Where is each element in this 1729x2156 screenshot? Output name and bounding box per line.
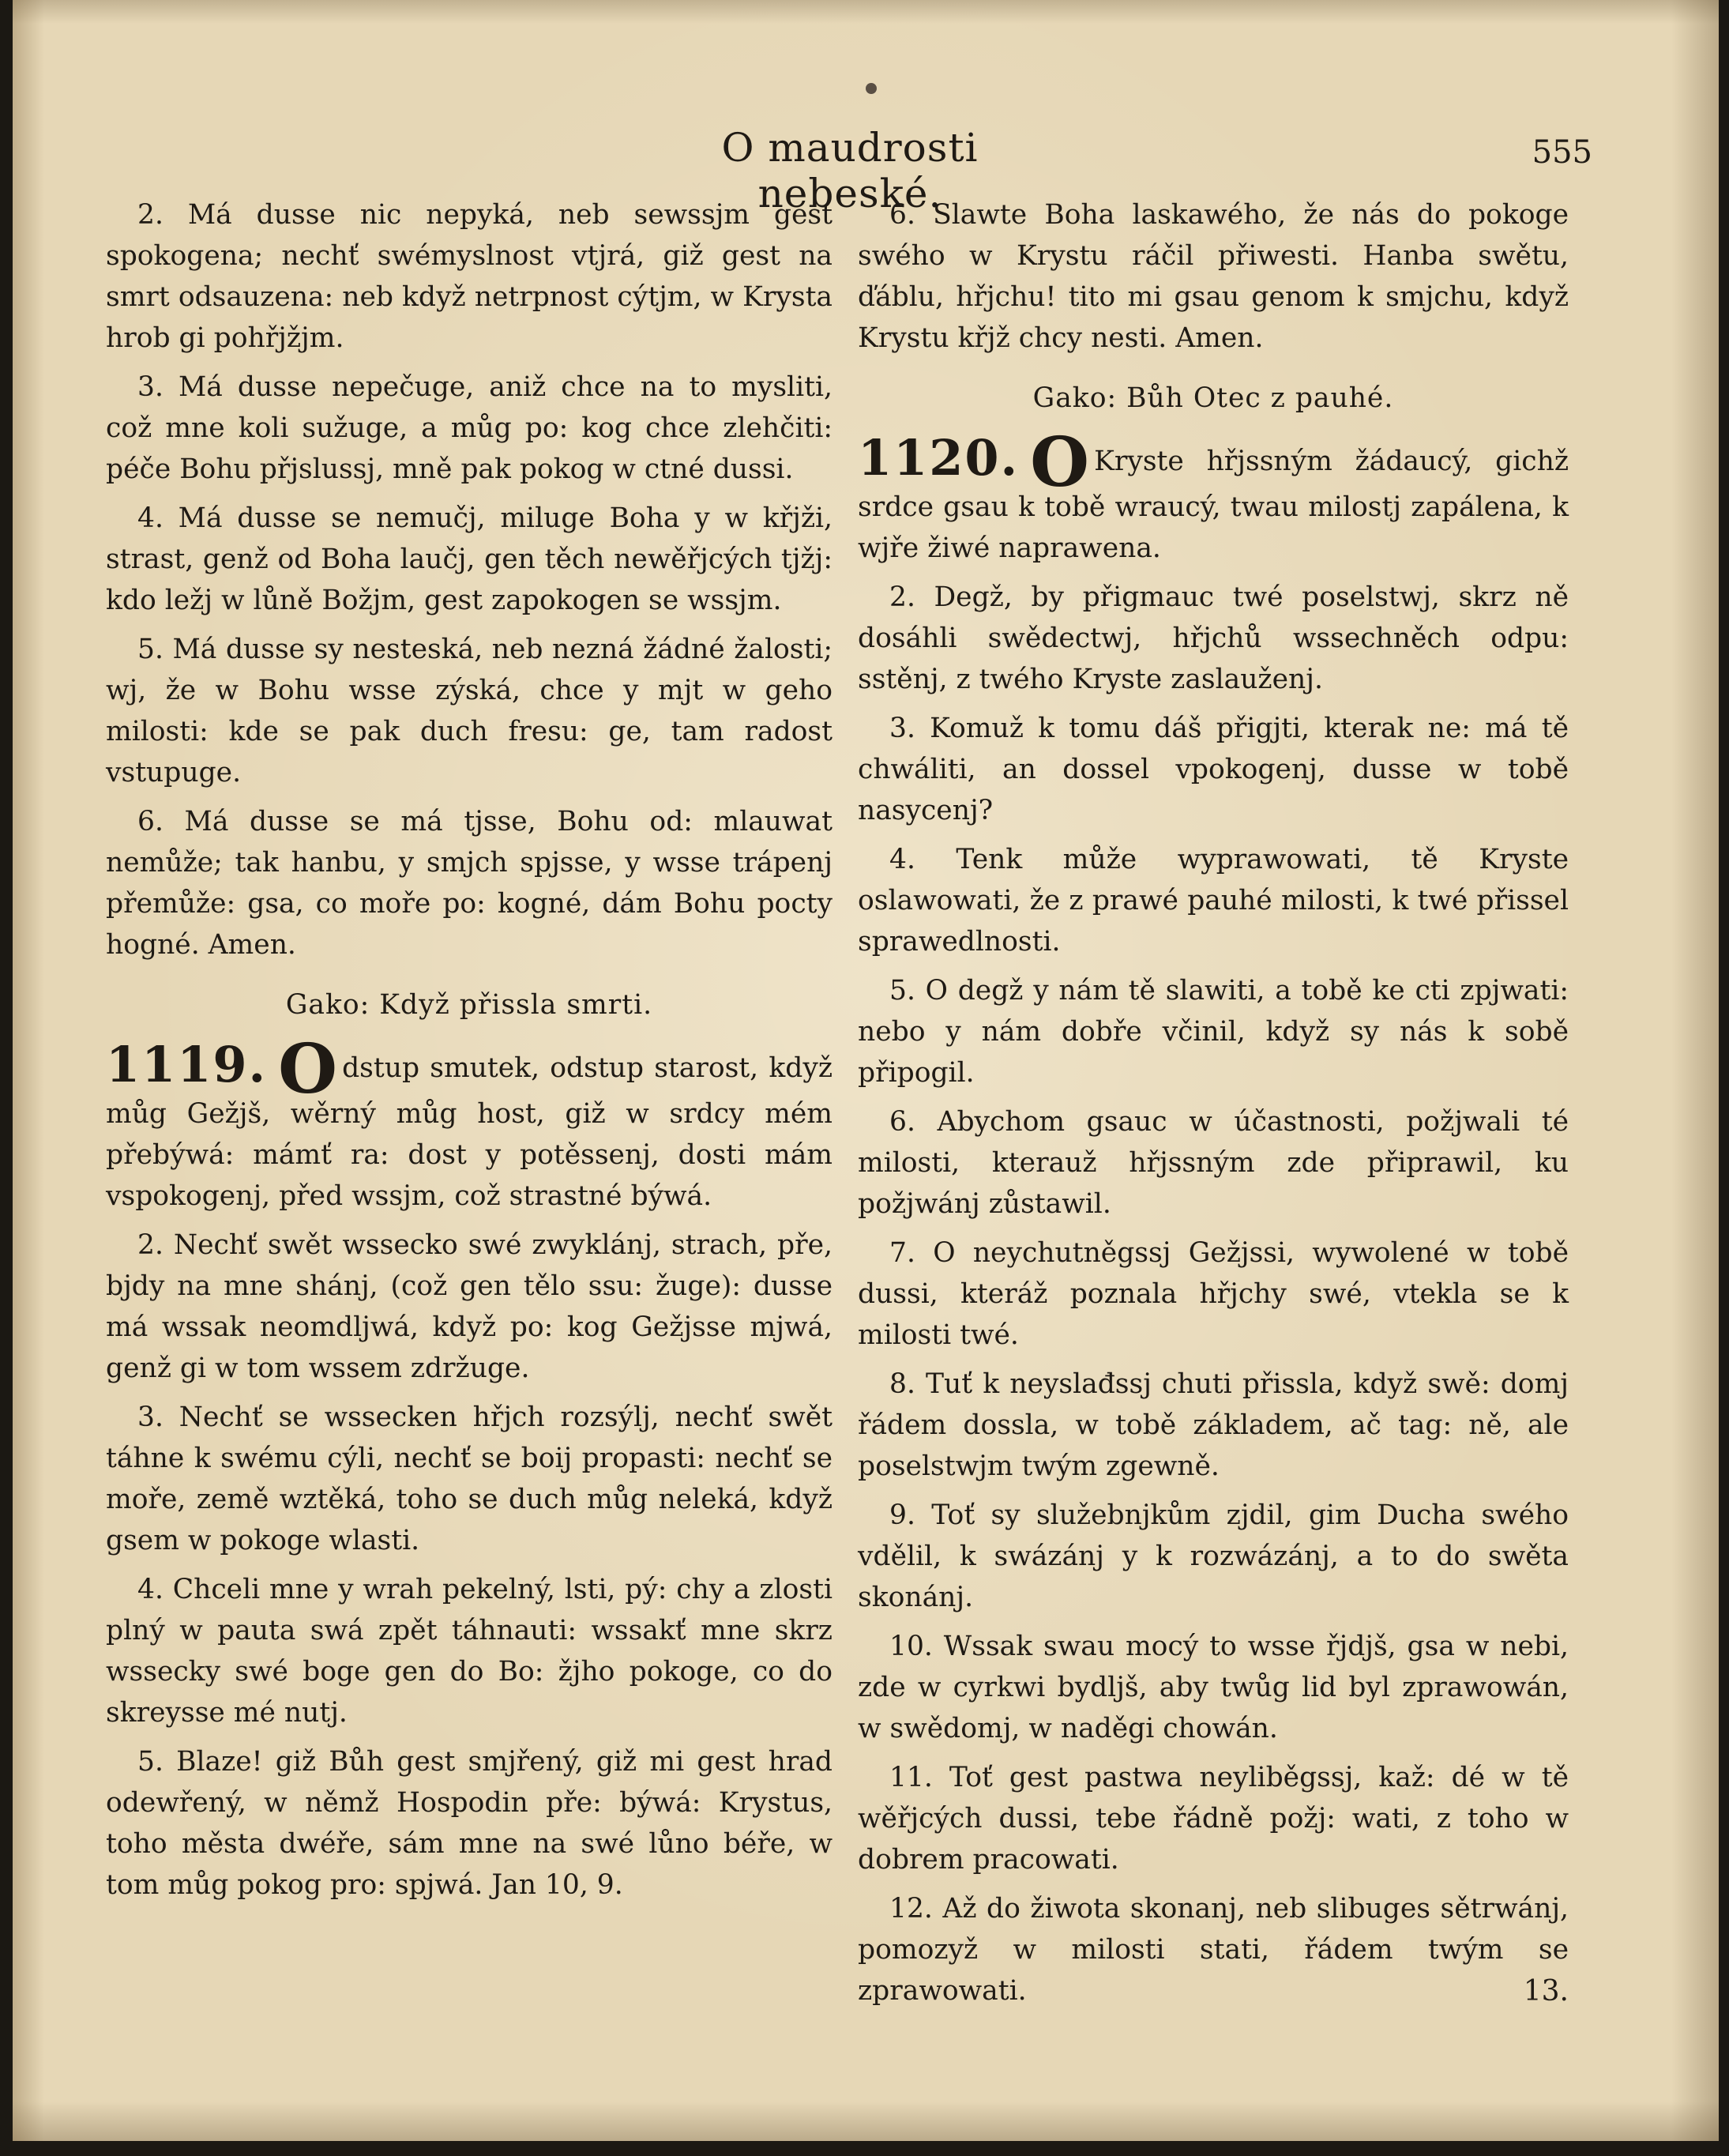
- verse: 6. Slawte Boha laskawého, že nás do pokoge swého w Krystu ráčil přiwesti. Hanba swětu, ďáblu, hřjchu! tito mi gsau genom k smjchu, když Krystu křjž chcy nesti. Amen.: [858, 199, 1569, 354]
- verse: 5. O degž y nám tě slawiti, a tobě ke cti zpjwati: nebo y nám dobře včinil, když sy nás k sobě připogil.: [858, 975, 1569, 1089]
- hymn-number: 1120.: [858, 429, 1020, 487]
- drop-cap: O: [278, 1029, 338, 1109]
- verse: 12. Až do žiwota skonanj, neb slibuges sětrwánj, pomozyž w milosti stati, řádem twým se zprawowati.: [858, 1893, 1569, 2007]
- book-page: [13, 0, 1719, 2141]
- verse: 2. Nechť swět wssecko swé zwyklánj, strach, pře, bjdy na mne shánj, (což gen tělo ssu: žuge): dusse má wssak neomdljwá, když po: kog Gežjsse mjwá, genž gi w tom wssem zdržuge.: [106, 1229, 833, 1384]
- hymn-first-verse-text: Kryste hřjssným žádaucý, gichž srdce gsau k tobě wraucý, twau milostj zapálena, k wjře žiwé naprawena.: [858, 446, 1569, 564]
- verse: 7. O neychutněgssj Gežjssi, wywolené w tobě dussi, kteráž poznala hřjchy swé, vtekla se k milosti twé.: [858, 1237, 1569, 1351]
- page-number: 555: [1532, 134, 1592, 171]
- verse: 11. Toť gest pastwa neyliběgssj, kaž: dé w tě wěřjcých dussi, tebe řádně požj: wati, z toho w dobrem pracowati.: [858, 1762, 1569, 1876]
- verse: 3. Komuž k tomu dáš přigjti, kterak ne: má tě chwáliti, an dossel vpokogenj, dusse w tobě nasycenj?: [858, 713, 1569, 826]
- verse: 5. Blaze! giž Bůh gest smjřený, giž mi gest hrad odewřený, w němž Hospodin pře: býwá: Krystus, toho města dwéře, sám mne na swé lůno béře, w tom můg pokog pro: spjwá. Jan 10, 9.: [106, 1746, 833, 1901]
- verse: 8. Tuť k neyslađssj chuti přissla, když swě: domj řádem dossla, w tobě základem, ač tag: ně, ale poselstwjm twým zgewně.: [858, 1368, 1569, 1482]
- verse: 2. Má dusse nic nepyká, neb sewssjm gest spokogena; nechť swémyslnost vtjrá, giž gest na smrt odsauzena: neb když netrpnost cýtjm, w Krysta hrob gi pohřjžjm.: [106, 199, 833, 354]
- verse: 4. Chceli mne y wrah pekelný, lsti, pý: chy a zlosti plný w pauta swá zpět táhnauti: wssakť mne skrz wssecky swé boge gen do Bo: žjho pokoge, co do skreysse mé nutj.: [106, 1574, 833, 1729]
- verse: 9. Toť sy služebnjkům zjdil, gim Ducha swého vdělil, k swázánj y k rozwázánj, a to do swěta skonánj.: [858, 1499, 1569, 1613]
- verse: 4. Má dusse se nemučj, miluge Boha y w křjži, strast, genž od Boha laučj, gen těch newěřjcých tjžj: kdo ležj w lůně Božjm, gest zapokogen se wssjm.: [106, 502, 833, 616]
- verse: 2. Degž, by přigmauc twé poselstwj, skrz ně dosáhli swědectwj, hřjchů wssechněch odpu: sstěnj, z twého Kryste zaslauženj.: [858, 581, 1569, 695]
- verse: 6. Abychom gsauc w účastnosti, požjwali té milosti, kterauž hřjssným zde připrawil, ku požjwánj zůstawil.: [858, 1106, 1569, 1220]
- tune-indication: Gako: Bůh Otec z pauhé.: [1032, 382, 1394, 414]
- hymn-first-verse-text: dstup smutek, odstup starost, když můg Gežjš, wěrný můg host, giž w srdcy mém přebýwá: mámť ra: dost y potěssenj, dosti mám vspokogenj, před wssjm, což strastné býwá.: [106, 1052, 833, 1212]
- tune-indication: Gako: Když přissla smrti.: [285, 989, 653, 1021]
- drop-cap: O: [1030, 423, 1090, 502]
- verse: 5. Má dusse sy nesteská, neb nezná žádné žalosti; wj, že w Bohu wsse zýská, chce y mjt w geho milosti: kde se pak duch fresu: ge, tam radost vstupuge.: [106, 634, 833, 788]
- verse: 6. Má dusse se má tjsse, Bohu od: mlauwat nemůže; tak hanbu, y smjch spjsse, y wsse trápenj přemůže: gsa, co moře po: kogné, dám Bohu pocty hogné. Amen.: [106, 806, 833, 961]
- verse: 4. Tenk může wyprawowati, tě Kryste oslawowati, že z prawé pauhé milosti, k twé přissel sprawedlnosti.: [858, 844, 1569, 958]
- verse: 3. Nechť se wssecken hřjch rozsýlj, nechť swět táhne k swému cýli, nechť se boij propasti: nechť se moře, země wztěká, toho se duch můg neleká, když gsem w pokoge wlasti.: [106, 1402, 833, 1556]
- left-column: [106, 194, 833, 1913]
- running-header: O maudrosti nebeské.: [721, 125, 979, 216]
- ink-spot: [866, 83, 877, 94]
- right-column: [858, 194, 1569, 2019]
- verse: 10. Wssak swau mocý to wsse řjdjš, gsa w nebi, zde w cyrkwi bydljš, aby twůg lid byl zprawowán, w swědomj, w naděgi chowán.: [858, 1631, 1569, 1744]
- catchword: 13.: [1523, 1975, 1569, 2007]
- verse: 3. Má dusse nepečuge, aniž chce na to mysliti, což mne koli sužuge, a můg po: kog chce zlehčiti: péče Bohu přjslussj, mně pak pokog w ctné dussi.: [106, 371, 833, 485]
- hymn-first-verse: [106, 1029, 833, 1217]
- hymn-first-verse: [858, 423, 1569, 569]
- hymn-number: 1119.: [106, 1036, 268, 1093]
